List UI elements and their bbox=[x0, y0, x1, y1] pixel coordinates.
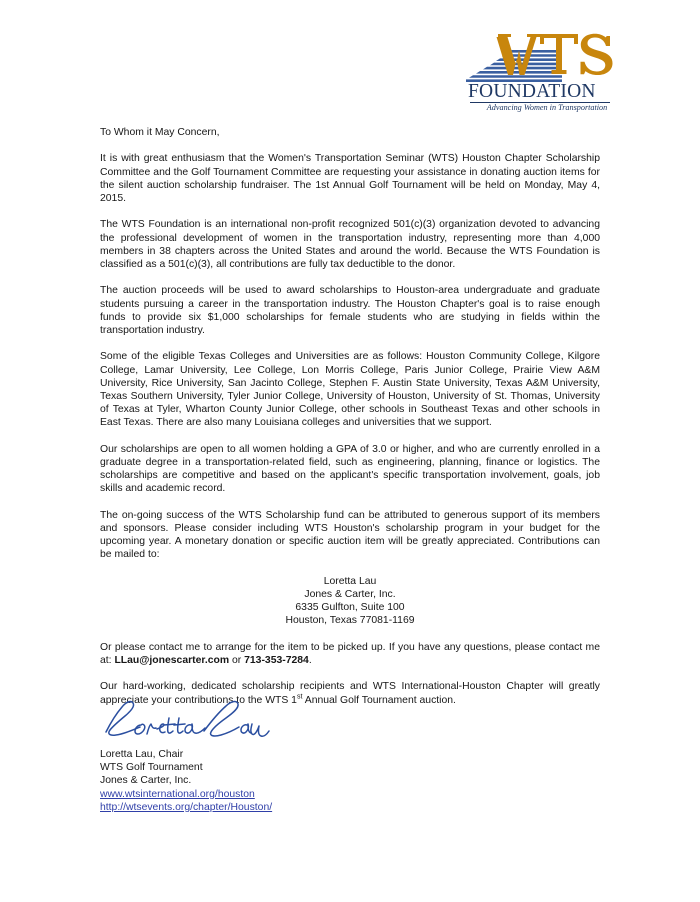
closing-tail-text: Annual Golf Tournament auction. bbox=[302, 694, 456, 706]
contact-paragraph bbox=[100, 641, 600, 667]
address-line-company: Jones & Carter, Inc. bbox=[304, 589, 396, 600]
paragraph-4: Some of the eligible Texas Colleges and Universities are as follows: Houston Community College, Kilgore College, Lamar University, Lee College, Lon Morris College, Paris Junior College, Prairie View A&M University, Rice University, San Jacinto College, Stephen F. Austin State University, Texas A&M University, Texas Southern University, Tyler Junior College, University of Houston, University of St. Thomas, University of Texas at Tyler, Wharton County Junior College, other schools in Southeast Texas and other schools in East Texas. There are also many Louisiana colleges and universities that we support. bbox=[100, 351, 600, 429]
address-line-name: Loretta Lau bbox=[323, 575, 377, 587]
signature-details bbox=[100, 748, 430, 814]
ordinal-suffix: st bbox=[296, 693, 303, 701]
logo-foundation-text: FOUNDATION bbox=[468, 81, 596, 102]
paragraph-3: The auction proceeds will be used to award scholarships to Houston-area undergraduate and graduate students pursuing a career in the transportation industry. The Houston Chapter's goal is to raise enough funds to provide six $1,000 scholarships for female students who are studying in fields within the transportation industry. bbox=[100, 285, 600, 336]
contact-phone: 713-353-7284 bbox=[244, 655, 309, 666]
signer-company: Jones & Carter, Inc. bbox=[100, 775, 192, 787]
paragraph-2: The WTS Foundation is an international non-profit recognized 501(c)(3) organization devoted to advancing the professional development of women in the transportation industry, representing more than 4,000 members in 38 chapters across the United States and around the world. Because the WTS Foundation is classified as a 501(c)(3), all contributions are fully tax deductible to the donor. bbox=[100, 219, 600, 270]
contact-tail-text: . bbox=[308, 655, 312, 666]
link-wtsinternational[interactable]: www.wtsinternational.org/houston bbox=[100, 788, 255, 800]
link-wtsevents-houston[interactable]: http://wtsevents.org/chapter/Houston/ bbox=[100, 801, 273, 813]
salutation: To Whom it May Concern, bbox=[100, 127, 220, 138]
paragraph-1: It is with great enthusiasm that the Women's Transportation Seminar (WTS) Houston Chapter Scholarship Committee and the Golf Tournament Committee are requesting your assistance in donating auction items for the silent auction scholarship fundraiser. The 1st Annual Golf Tournament will be held on Monday, May 4, 2015. bbox=[100, 153, 600, 204]
address-line-street: 6335 Gulfton, Suite 100 bbox=[295, 602, 405, 614]
signer-role: WTS Golf Tournament bbox=[100, 762, 203, 774]
address-line-city-state-zip: Houston, Texas 77081-1169 bbox=[285, 615, 415, 627]
letter-body bbox=[100, 126, 600, 720]
mailing-address bbox=[100, 575, 600, 628]
contact-conjunction: or bbox=[229, 655, 245, 666]
logo-tagline: Advancing Women in Transportation bbox=[486, 103, 608, 112]
handwritten-signature-icon bbox=[100, 698, 270, 744]
wts-foundation-logo bbox=[466, 34, 614, 112]
logo-wordmark-wts-icon bbox=[496, 32, 614, 76]
signer-name-title: Loretta Lau, Chair bbox=[100, 749, 184, 760]
contact-lead-text: Or please contact me to arrange for the item to be picked up. If you have any questions, please contact me at: bbox=[100, 641, 600, 666]
signature-block bbox=[100, 698, 430, 814]
logo-mark bbox=[466, 34, 614, 84]
closing-lead-text: Our hard-working, dedicated scholarship recipients and WTS International-Houston Chapter will greatly appreciate your contributions to the WTS 1 bbox=[100, 681, 600, 706]
paragraph-5: Our scholarships are open to all women holding a GPA of 3.0 or higher, and who are currently enrolled in a graduate degree in a transportation-related field, such as engineering, planning, finance or logistics. The scholarships are competitive and based on the applicant's specific transportation involvement, goals, job skills and academic record. bbox=[100, 443, 600, 495]
paragraph-6: The on-going success of the WTS Scholarship fund can be attributed to generous support of its members and sponsors. Please consider including WTS Houston's scholarship program in your budget for the upcoming year. A monetary donation or specific auction item will be greatly appreciated. Contributions can be mailed to: bbox=[100, 509, 600, 561]
contact-email: LLau@jonescarter.com bbox=[114, 655, 230, 666]
